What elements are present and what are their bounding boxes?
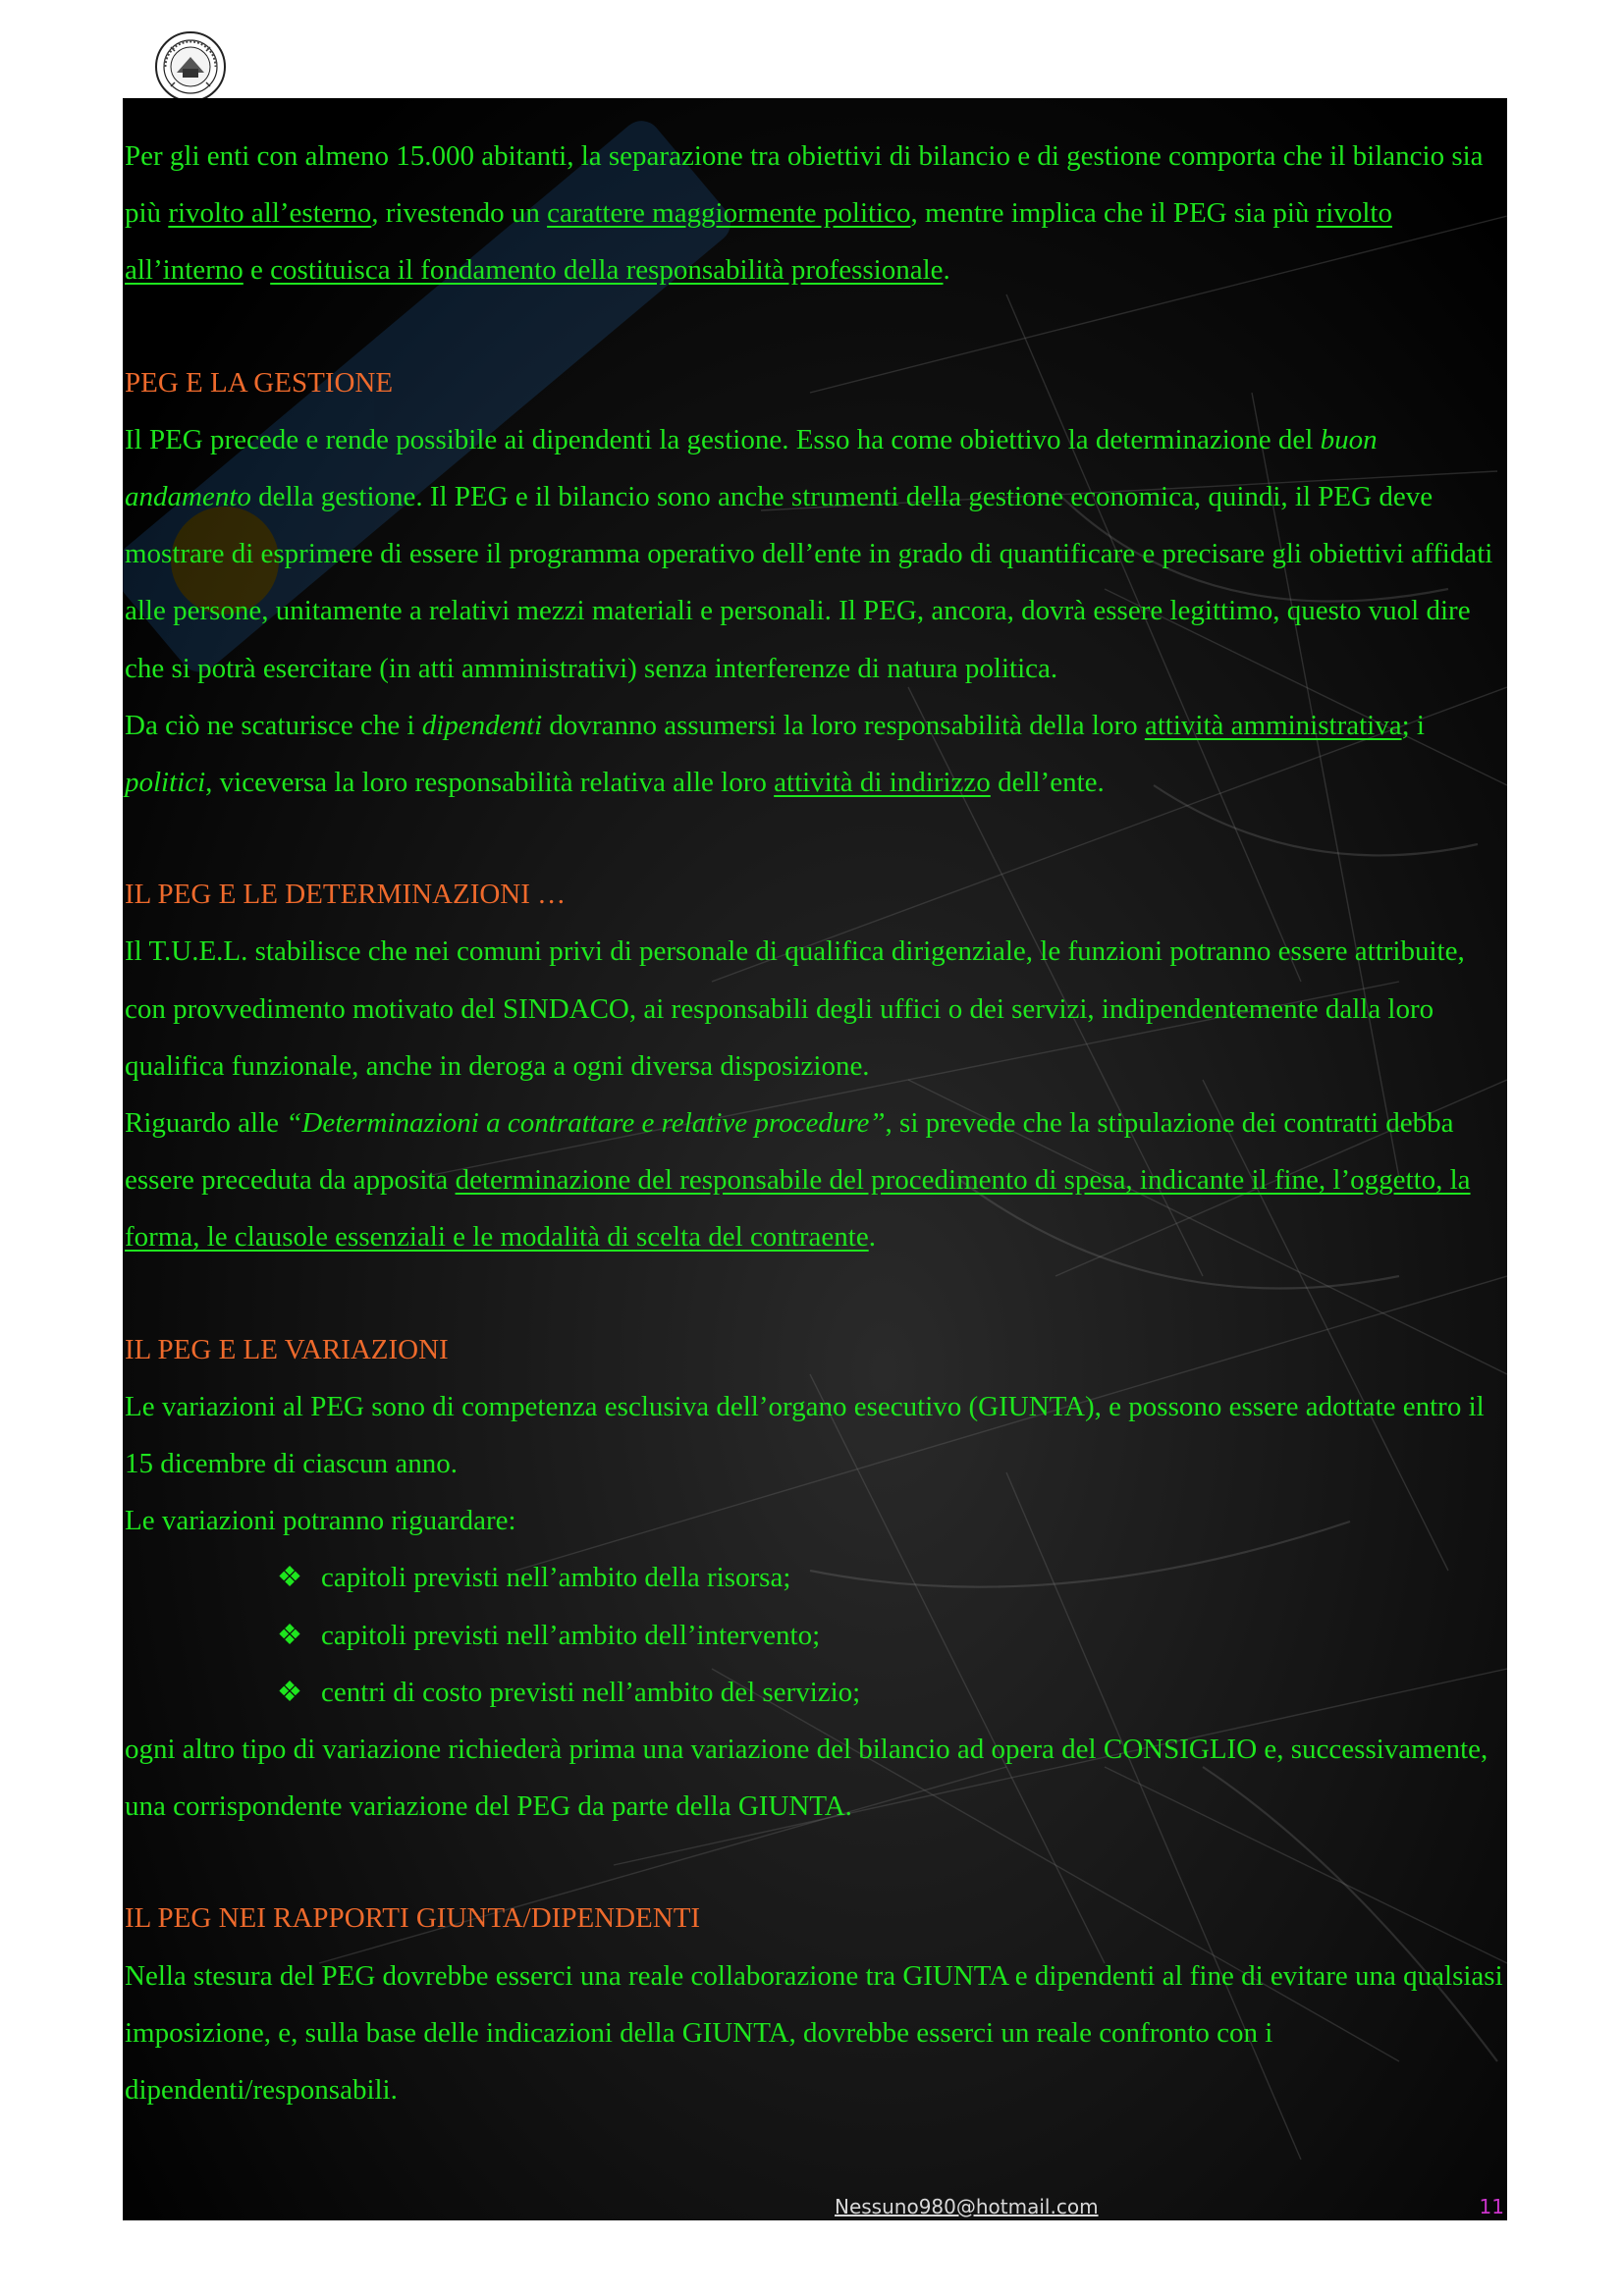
underlined-text: attività di indirizzo — [774, 767, 991, 799]
text-span: Per gli enti con almeno 15.000 abitanti, la separazione tra obiettivi di bilancio e di gestione comporta che il bilancio sia più — [125, 140, 1484, 230]
section-heading-determinazioni: IL PEG E LE DETERMINAZIONI … — [125, 879, 567, 911]
underlined-text: carattere maggiormente politico — [547, 197, 911, 230]
text-span: . — [943, 254, 950, 287]
section-heading-variazioni: IL PEG E LE VARIAZIONI — [125, 1333, 449, 1365]
paragraph-responsabilita — [125, 697, 1503, 811]
text-span: . — [868, 1221, 876, 1254]
section-heading-rapporti: IL PEG NEI RAPPORTI GIUNTA/DIPENDENTI — [125, 1902, 701, 1935]
document-content — [125, 128, 1503, 2118]
list-item-text: capitoli previsti nell’ambito della risorsa; — [321, 1562, 791, 1594]
section-heading-gestione: PEG E LA GESTIONE — [125, 366, 394, 399]
underlined-text: rivolto all’esterno — [168, 197, 372, 230]
text-span: della gestione. Il PEG e il bilancio sono anche strumenti della gestione economica, quindi, il PEG deve mostrare di esprimere di essere il programma operativo dell’ente in grado di quantificare e precisare gli obiettivi affidati alle persone, unitamente a relativi mezzi materiali e personali. Il PEG, ancora, dovrà essere legittimo, questo vuol dire che si potrà esercitare (in atti amministrativi) senza interferenze di natura politica. — [125, 481, 1493, 684]
university-seal-icon — [153, 29, 228, 104]
italic-text: “Determinazioni a contrattare e relative procedure” — [286, 1107, 886, 1140]
text-span: Riguardo alle — [125, 1107, 287, 1140]
list-item — [125, 1549, 1503, 1606]
page-footer — [123, 2195, 1507, 2224]
paragraph-tuel: Il T.U.E.L. stabilisce che nei comuni privi di personale di qualifica dirigenziale, le funzioni potranno essere attribuite, con provvedimento motivato del SINDACO, ai responsabili degli uffici o dei servizi, indipendentemente dalla loro qualifica funzionale, anche in deroga a ogni diversa disposizione. — [125, 935, 1465, 1082]
text-span: ; i — [1401, 709, 1425, 741]
text-span: Da ciò ne scaturisce che i — [125, 709, 422, 741]
italic-text: politici — [125, 767, 206, 799]
text-span: e — [243, 254, 271, 287]
paragraph-contratti — [125, 1095, 1503, 1266]
list-item-text: capitoli previsti nell’ambito dell’intervento; — [321, 1619, 821, 1651]
email-link[interactable]: Nessuno980@hotmail.com — [835, 2195, 1099, 2218]
text-span: , viceversa la loro responsabilità relativa alle loro — [205, 767, 775, 799]
paragraph-consiglio: ogni altro tipo di variazione richiederà prima una variazione del bilancio ad opera del CONSIGLIO e, successivamente, una corrispondente variazione del PEG da parte della GIUNTA. — [125, 1734, 1488, 1823]
underlined-text: attività amministrativa — [1144, 709, 1402, 741]
diamond-bullet-icon: ❖ — [277, 1676, 302, 1708]
list-item — [125, 1607, 1503, 1664]
text-span: Il PEG precede e rende possibile ai dipendenti la gestione. Esso ha come obiettivo la determinazione del — [125, 423, 1321, 455]
page-number: 11 — [1479, 2195, 1504, 2218]
paragraph-variazioni-intro: Le variazioni potranno riguardare: — [125, 1505, 516, 1537]
text-span: , mentre implica che il PEG sia più — [910, 197, 1317, 230]
italic-text: dipendenti — [421, 709, 543, 741]
text-span: , si prevede che la stipulazione dei contratti debba essere preceduta da apposita — [125, 1107, 1454, 1197]
diamond-bullet-icon: ❖ — [277, 1619, 302, 1651]
list-item — [125, 1664, 1503, 1721]
underlined-text: rivolto all’interno — [125, 197, 1392, 287]
text-span: , rivestendo un — [371, 197, 548, 230]
page-body — [123, 98, 1507, 2220]
underlined-text: determinazione del responsabile del procedimento di spesa, indicante il fine, l’oggetto, la forma, le clausole essenziali e le modalità di scelta del contraente — [125, 1164, 1471, 1254]
text-span: dell’ente. — [990, 767, 1105, 799]
paragraph-variazioni: Le variazioni al PEG sono di competenza esclusiva dell’organo esecutivo (GIUNTA), e possono essere adottate entro il 15 dicembre di ciascun anno. — [125, 1390, 1485, 1480]
paragraph-intro — [125, 128, 1503, 299]
underlined-text: costituisca il fondamento della responsabilità professionale — [270, 254, 944, 287]
italic-text: buon andamento — [125, 423, 1378, 513]
diamond-bullet-icon: ❖ — [277, 1562, 302, 1594]
paragraph-rapporti: Nella stesura del PEG dovrebbe esserci una reale collaborazione tra GIUNTA e dipendenti al fine di evitare una qualsiasi imposizione, e, sulla base delle indicazioni della GIUNTA, dovrebbe esserci un reale confronto con i dipendenti/responsabili. — [125, 1959, 1503, 2107]
variazioni-list — [125, 1549, 1503, 1721]
paragraph-gestione — [125, 411, 1503, 697]
list-item-text: centri di costo previsti nell’ambito del servizio; — [321, 1676, 861, 1708]
text-span: dovranno assumersi la loro responsabilità della loro — [542, 709, 1145, 741]
